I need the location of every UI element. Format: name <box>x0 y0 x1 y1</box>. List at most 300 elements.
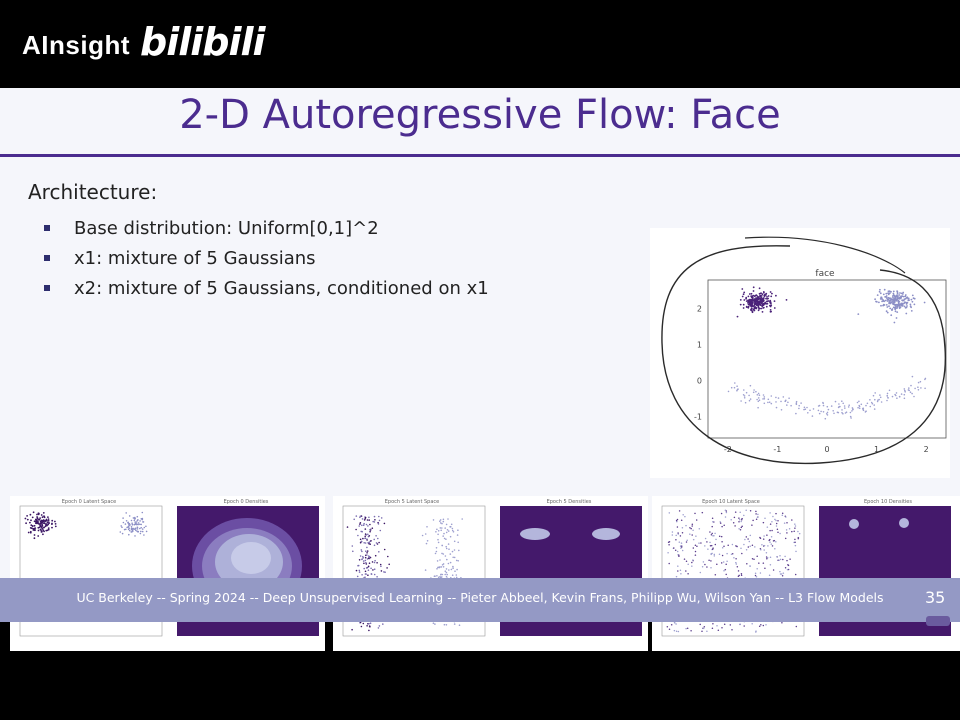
latent-point <box>456 569 458 571</box>
left-eye-point <box>752 297 754 299</box>
latent-point <box>120 525 122 527</box>
latent-point <box>715 574 717 576</box>
right-eye-point <box>894 298 896 300</box>
latent-point <box>782 514 784 516</box>
mouth-point <box>790 405 792 407</box>
latent-point <box>435 531 437 533</box>
mouth-point <box>740 400 742 402</box>
latent-point <box>725 563 727 565</box>
mouth-point <box>756 399 758 401</box>
latent-point <box>740 521 742 523</box>
mouth-point <box>745 402 747 404</box>
latent-point <box>720 522 722 524</box>
latent-point <box>137 527 139 529</box>
mouth-point <box>918 389 920 391</box>
latent-point <box>382 623 384 625</box>
latent-point <box>433 519 435 521</box>
latent-point <box>763 549 765 551</box>
mouth-point <box>807 412 809 414</box>
latent-point <box>32 525 34 527</box>
latent-point <box>446 559 448 561</box>
latent-point <box>711 534 713 536</box>
latent-point <box>699 624 701 626</box>
mouth-point <box>901 393 903 395</box>
right-eye-point <box>901 299 903 301</box>
latent-point <box>695 544 697 546</box>
latent-point <box>125 529 127 531</box>
latent-point <box>770 523 772 525</box>
latent-point <box>374 574 376 576</box>
latent-point <box>142 512 144 514</box>
latent-point <box>786 529 788 531</box>
latent-point <box>786 560 788 562</box>
left-eye-point <box>768 295 770 297</box>
mouth-point <box>763 394 765 396</box>
latent-point <box>669 628 671 630</box>
latent-point <box>686 561 688 563</box>
latent-point <box>369 562 371 564</box>
channel-name: AInsight <box>22 30 130 60</box>
latent-point <box>442 535 444 537</box>
left-eye-point <box>743 307 745 309</box>
latent-point <box>723 545 725 547</box>
plot-title: Epoch 5 Latent Space <box>384 499 440 505</box>
latent-point <box>130 531 132 533</box>
latent-point <box>771 530 773 532</box>
latent-point <box>356 570 358 572</box>
latent-point <box>375 535 377 537</box>
latent-point <box>725 516 727 518</box>
latent-point <box>363 524 365 526</box>
left-eye-point <box>754 304 756 306</box>
latent-point <box>760 624 762 626</box>
right-eye-point <box>888 305 890 307</box>
latent-point <box>43 512 45 514</box>
latent-point <box>361 574 363 576</box>
latent-point <box>34 537 36 539</box>
mouth-point <box>877 399 879 401</box>
mouth-point <box>904 388 906 390</box>
latent-point <box>37 535 39 537</box>
latent-point <box>29 522 31 524</box>
mouth-point <box>852 407 854 409</box>
bullet-item <box>44 216 489 246</box>
latent-point <box>446 568 448 570</box>
right-eye-point <box>890 297 892 299</box>
latent-point <box>703 628 705 630</box>
latent-point <box>686 541 688 543</box>
latent-point <box>677 570 679 572</box>
latent-point <box>716 625 718 627</box>
latent-point <box>134 520 136 522</box>
left-eye-point <box>741 288 743 290</box>
latent-point <box>368 630 370 632</box>
latent-point <box>779 571 781 573</box>
mouth-point <box>764 398 766 400</box>
latent-point <box>35 521 37 523</box>
latent-point <box>755 630 757 632</box>
latent-point <box>716 564 718 566</box>
latent-point <box>690 630 692 632</box>
latent-point <box>439 520 441 522</box>
latent-point <box>140 531 142 533</box>
right-eye-point <box>898 294 900 296</box>
latent-point <box>691 534 693 536</box>
latent-point <box>721 536 723 538</box>
latent-point <box>41 523 43 525</box>
left-eye-point <box>749 293 751 295</box>
latent-point <box>787 564 789 566</box>
latent-point <box>763 535 765 537</box>
latent-point <box>682 527 684 529</box>
slide-number: 35 <box>925 588 946 607</box>
latent-point <box>795 574 797 576</box>
right-eye-point <box>906 303 908 305</box>
latent-point <box>42 528 44 530</box>
latent-point <box>365 550 367 552</box>
left-eye-point <box>743 293 745 295</box>
mouth-point <box>838 412 840 414</box>
mouth-point <box>731 387 733 389</box>
left-eye-point <box>766 306 768 308</box>
left-eye-point <box>786 299 788 301</box>
latent-point <box>795 525 797 527</box>
y-tick-label: 0 <box>696 376 702 386</box>
latent-point <box>357 576 359 578</box>
left-eye-point <box>760 297 762 299</box>
latent-point <box>137 528 139 530</box>
latent-point <box>766 534 768 536</box>
latent-point <box>692 559 694 561</box>
latent-point <box>456 560 458 562</box>
latent-point <box>680 569 682 571</box>
mouth-point <box>771 403 773 405</box>
mouth-point <box>857 407 859 409</box>
latent-point <box>437 534 439 536</box>
left-eye-point <box>750 305 752 307</box>
right-eye-point <box>887 300 889 302</box>
mouth-point <box>771 395 773 397</box>
right-eye-point <box>882 299 884 301</box>
latent-point <box>794 527 796 529</box>
latent-point <box>769 512 771 514</box>
mouth-point <box>870 406 872 408</box>
latent-point <box>706 631 708 633</box>
latent-point <box>710 567 712 569</box>
latent-point <box>368 569 370 571</box>
mouth-point <box>910 385 912 387</box>
left-eye-point <box>745 297 747 299</box>
latent-point <box>425 533 427 535</box>
latent-point <box>740 529 742 531</box>
mouth-point <box>798 405 800 407</box>
latent-point <box>703 561 705 563</box>
right-eye-point <box>894 322 896 324</box>
latent-point <box>682 532 684 534</box>
latent-point <box>440 527 442 529</box>
latent-point <box>772 545 774 547</box>
right-eye-point <box>912 295 914 297</box>
latent-point <box>749 565 751 567</box>
latent-point <box>434 623 436 625</box>
mouth-point <box>806 407 808 409</box>
latent-point <box>450 562 452 564</box>
latent-point <box>367 574 369 576</box>
latent-point <box>749 541 751 543</box>
latent-point <box>448 569 450 571</box>
latent-point <box>727 544 729 546</box>
plot-title: Epoch 10 Densities <box>864 499 912 505</box>
latent-point <box>777 532 779 534</box>
latent-point <box>359 523 361 525</box>
slide-footer <box>0 578 960 622</box>
mouth-point <box>776 407 778 409</box>
right-eye-point <box>880 305 882 307</box>
mouth-point <box>874 399 876 401</box>
right-eye-point <box>911 310 913 312</box>
latent-point <box>369 625 371 627</box>
mouth-point <box>848 406 850 408</box>
latent-point <box>365 533 367 535</box>
latent-point <box>675 539 677 541</box>
latent-point <box>128 534 130 536</box>
latent-point <box>671 624 673 626</box>
left-eye-point <box>737 316 739 318</box>
latent-point <box>30 519 32 521</box>
latent-point <box>725 574 727 576</box>
right-eye-point <box>893 300 895 302</box>
right-eye-point <box>924 302 926 304</box>
latent-point <box>143 521 145 523</box>
latent-point <box>367 550 369 552</box>
latent-point <box>364 519 366 521</box>
latent-point <box>724 624 726 626</box>
y-tick-label: 1 <box>696 340 702 350</box>
latent-point <box>387 556 389 558</box>
mouth-point <box>908 389 910 391</box>
latent-point <box>757 514 759 516</box>
mouth-point <box>842 403 844 405</box>
mouth-point <box>780 401 782 403</box>
latent-point <box>735 511 737 512</box>
left-eye-point <box>769 300 771 302</box>
mouth-point <box>783 396 785 398</box>
latent-point <box>694 513 696 515</box>
latent-point <box>443 566 445 568</box>
mouth-point <box>904 394 906 396</box>
latent-point <box>454 570 456 572</box>
latent-point <box>142 528 144 530</box>
latent-point <box>445 546 447 548</box>
latent-point <box>745 509 747 511</box>
mouth-point <box>857 402 859 404</box>
latent-point <box>693 547 695 549</box>
latent-point <box>775 520 777 522</box>
mouth-point <box>865 411 867 413</box>
latent-point <box>680 545 682 547</box>
latent-point <box>738 570 740 572</box>
mouth-point <box>827 412 829 414</box>
latent-point <box>47 520 49 522</box>
mouth-point <box>867 403 869 405</box>
left-eye-point <box>759 304 761 306</box>
latent-point <box>783 572 785 574</box>
latent-point <box>775 513 777 515</box>
latent-point <box>379 520 381 522</box>
latent-point <box>365 542 367 544</box>
mouth-point <box>913 396 915 398</box>
mouth-point <box>908 387 910 389</box>
latent-point <box>684 516 686 518</box>
latent-point <box>34 529 36 531</box>
latent-point <box>784 522 786 524</box>
latent-point <box>358 565 360 567</box>
latent-point <box>369 531 371 533</box>
latent-point <box>365 557 367 559</box>
latent-point <box>434 575 436 577</box>
latent-point <box>359 571 361 573</box>
latent-point <box>750 535 752 537</box>
latent-point <box>771 521 773 523</box>
latent-point <box>30 514 32 516</box>
right-eye-point <box>880 292 882 294</box>
right-eye-point <box>892 308 894 310</box>
latent-point <box>770 564 772 566</box>
latent-point <box>679 510 681 512</box>
latent-point <box>375 555 377 557</box>
latent-point <box>41 531 43 533</box>
latent-point <box>761 544 763 546</box>
latent-point <box>365 560 367 562</box>
mouth-point <box>805 408 807 410</box>
epoch0-density-plot <box>167 496 325 651</box>
right-eye-point <box>884 289 886 291</box>
latent-point <box>142 531 144 533</box>
latent-point <box>388 564 390 566</box>
latent-point <box>690 528 692 530</box>
mouth-point <box>769 401 771 403</box>
mouth-point <box>749 400 751 402</box>
latent-point <box>735 562 737 564</box>
latent-point <box>447 529 449 531</box>
latent-point <box>708 560 710 562</box>
latent-point <box>47 522 49 524</box>
latent-point <box>357 535 359 537</box>
latent-point <box>33 511 35 513</box>
left-eye-point <box>742 296 744 298</box>
latent-point <box>439 566 441 568</box>
latent-point <box>132 524 134 526</box>
mouth-point <box>787 402 789 404</box>
latent-point <box>368 566 370 568</box>
mouth-point <box>850 412 852 414</box>
latent-point <box>446 572 448 574</box>
latent-point <box>369 524 371 526</box>
plot-title: Epoch 5 Densities <box>546 499 592 505</box>
left-eye-point <box>752 299 754 301</box>
latent-point <box>121 527 123 529</box>
latent-point <box>371 573 373 575</box>
latent-point <box>764 568 766 570</box>
latent-point <box>775 541 777 543</box>
latent-point <box>27 519 29 521</box>
latent-point <box>128 527 130 529</box>
left-eye-point <box>755 308 757 310</box>
plot-title: Epoch 0 Latent Space <box>61 499 117 505</box>
latent-point <box>128 523 130 525</box>
latent-point <box>446 524 448 526</box>
latent-point <box>352 545 354 547</box>
left-eye-point <box>752 310 754 312</box>
left-eye-point <box>764 302 766 304</box>
right-eye-point <box>900 306 902 308</box>
latent-point <box>443 533 445 535</box>
latent-point <box>706 541 708 543</box>
latent-point <box>140 524 142 526</box>
latent-point <box>779 533 781 535</box>
latent-point <box>448 548 450 550</box>
latent-point <box>685 570 687 572</box>
latent-point <box>378 523 380 525</box>
latent-point <box>457 534 459 536</box>
latent-point <box>365 517 367 519</box>
latent-point <box>722 547 724 549</box>
mouth-point <box>795 413 797 415</box>
latent-point <box>743 544 745 546</box>
latent-point <box>681 520 683 522</box>
latent-point <box>361 549 363 551</box>
left-eye-point <box>770 311 772 313</box>
square-bullet-icon <box>44 225 50 231</box>
mouth-point <box>809 410 811 412</box>
latent-point <box>776 556 778 558</box>
latent-point <box>144 527 146 529</box>
latent-point <box>760 549 762 551</box>
right-eye-point <box>877 294 879 296</box>
latent-point <box>452 530 454 532</box>
right-eye-point <box>890 314 892 316</box>
latent-point <box>733 557 735 559</box>
mouth-point <box>804 407 806 409</box>
latent-point <box>744 539 746 541</box>
latent-point <box>676 520 678 522</box>
latent-point <box>367 525 369 527</box>
latent-point <box>443 519 445 521</box>
latent-point <box>687 573 689 575</box>
mouth-point <box>827 406 829 408</box>
latent-point <box>363 563 365 565</box>
latent-point <box>774 519 776 521</box>
latent-point <box>672 531 674 533</box>
latent-point <box>39 519 41 521</box>
latent-point <box>457 529 459 531</box>
right-eye-point <box>885 293 887 295</box>
latent-point <box>700 542 702 544</box>
right-eye-point <box>905 294 907 296</box>
mouth-point <box>755 391 757 393</box>
latent-point <box>738 575 740 577</box>
latent-point <box>767 526 769 528</box>
right-eye-point <box>897 295 899 297</box>
latent-point <box>436 568 438 570</box>
latent-point <box>446 624 448 626</box>
latent-point <box>459 624 461 626</box>
left-eye-point <box>754 295 756 297</box>
latent-point <box>128 525 130 527</box>
latent-point <box>732 544 734 546</box>
mouth-point <box>874 392 876 394</box>
latent-point <box>454 623 456 625</box>
